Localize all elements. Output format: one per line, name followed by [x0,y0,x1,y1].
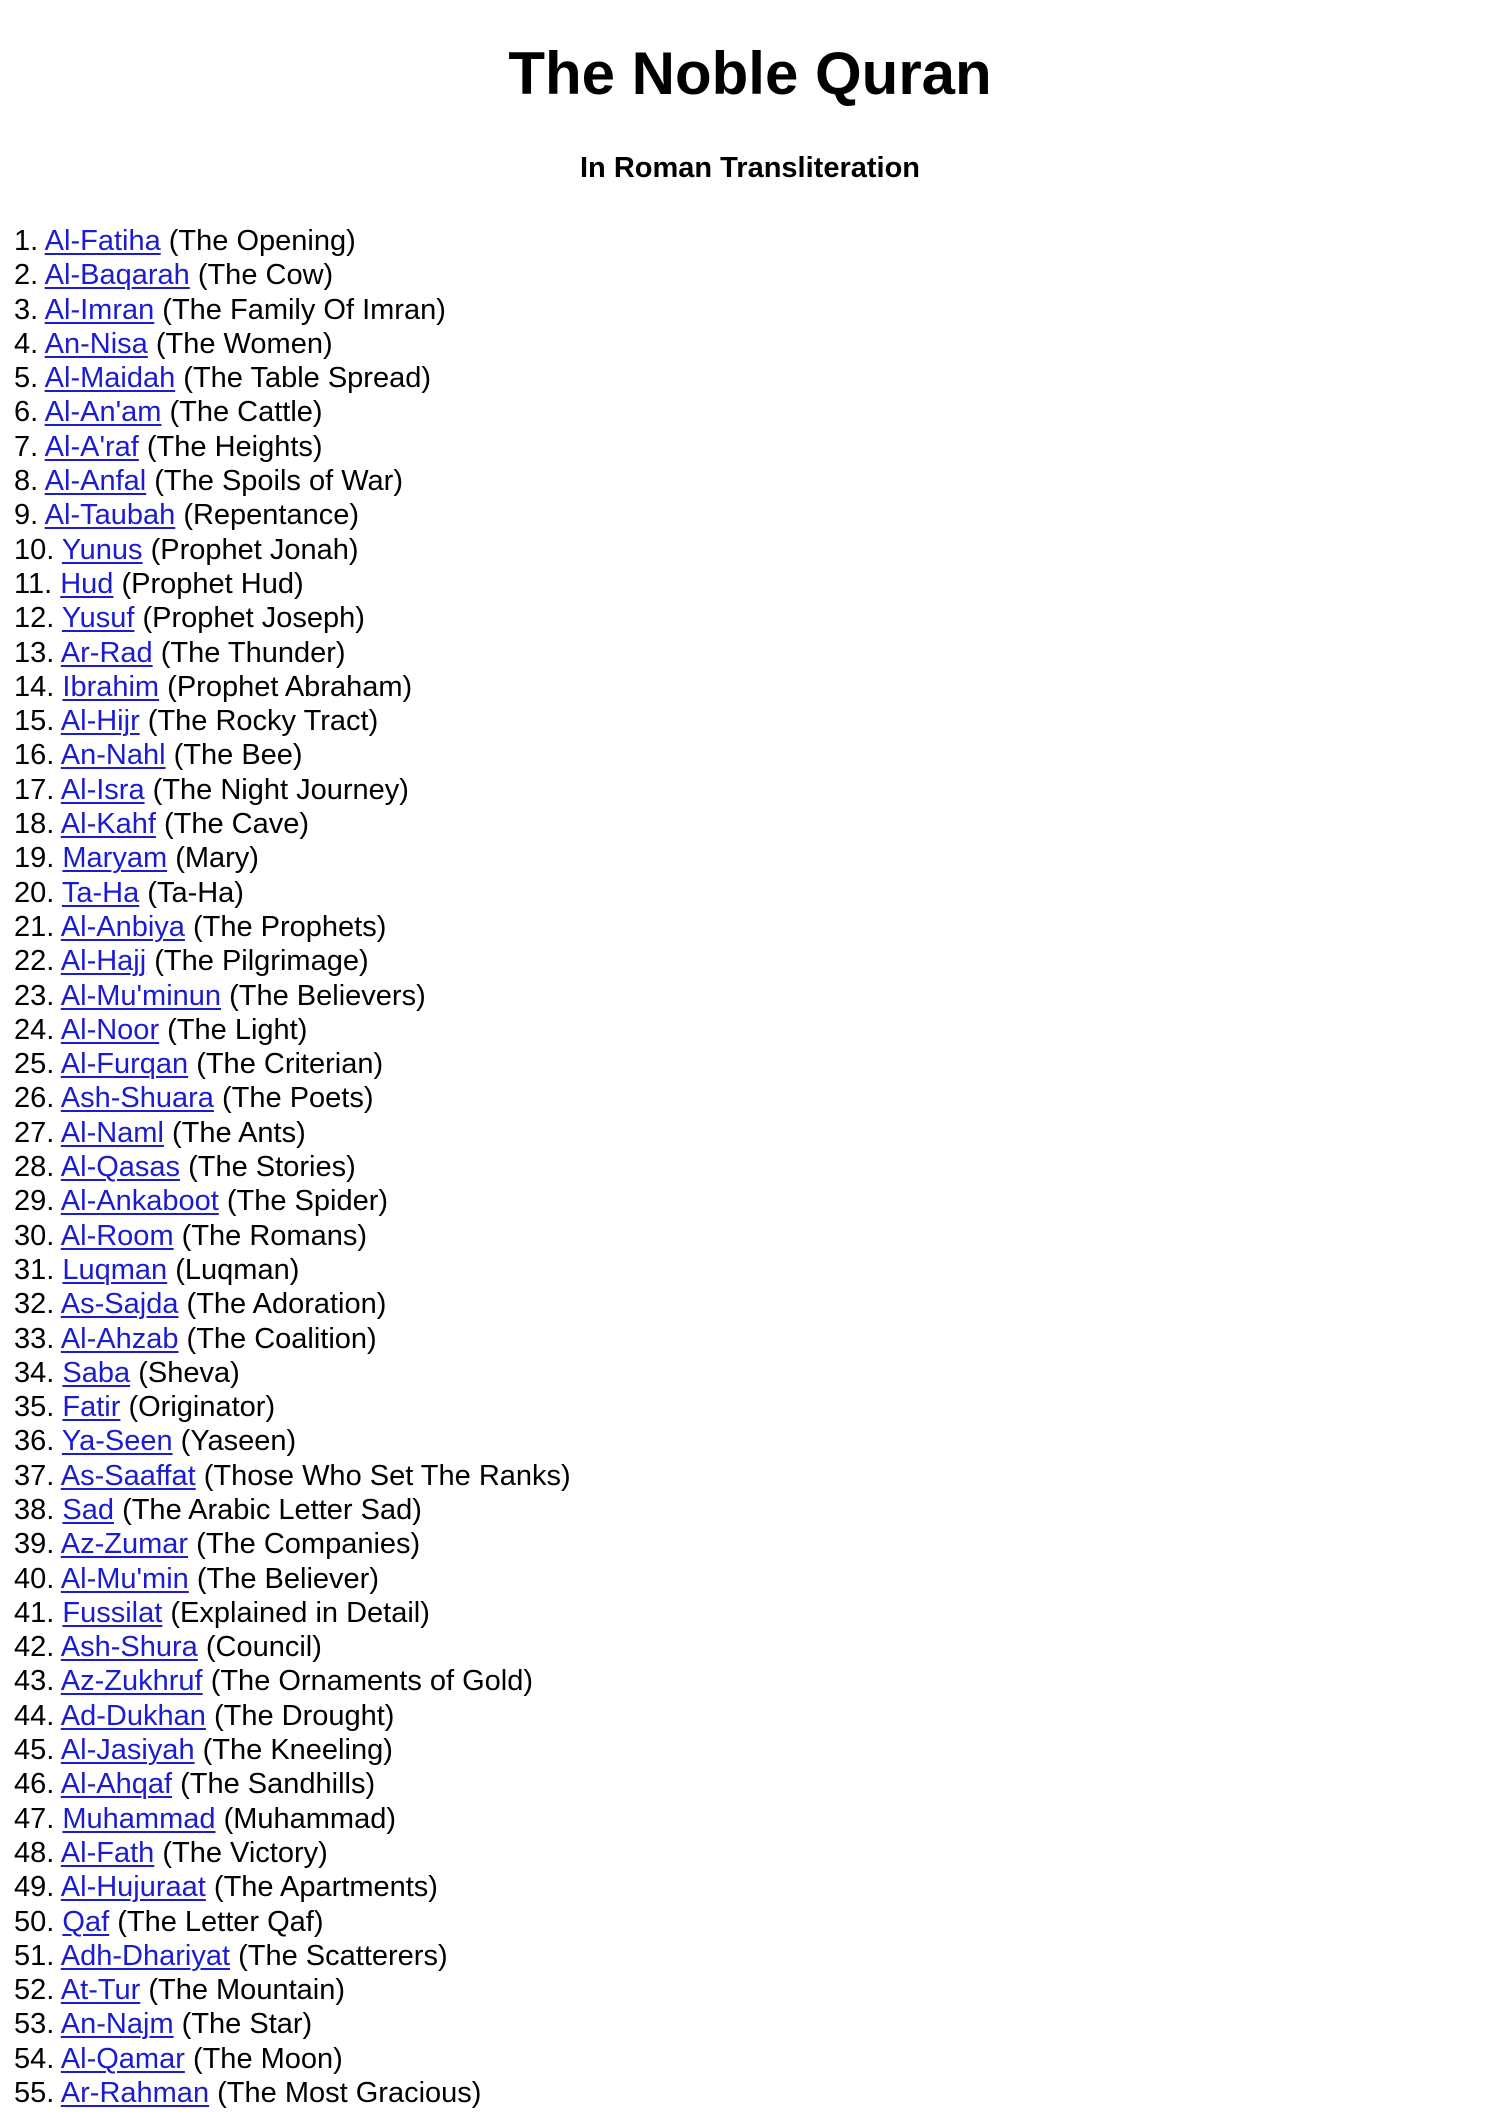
list-item [14,1493,571,1527]
list-item [14,1527,571,1561]
surah-meaning: (The Thunder) [160,636,346,669]
surah-number: 43. [14,1665,55,1698]
surah-number: 15. [14,705,55,738]
surah-number: 35. [14,1391,55,1424]
surah-link[interactable]: Qaf [62,1905,110,1938]
list-item [14,464,571,498]
surah-meaning: (The Companies) [196,1528,421,1561]
surah-link[interactable]: Al-Anbiya [60,910,185,943]
surah-link[interactable]: Fussilat [62,1596,163,1629]
surah-meaning: (The Spider) [226,1185,389,1218]
surah-link[interactable]: Al-Mu'minun [60,979,222,1012]
list-item [14,1253,571,1287]
list-item [14,841,571,875]
surah-link[interactable]: An-Nahl [60,739,166,772]
list-item [14,430,571,464]
surah-meaning: (The Victory) [162,1836,328,1869]
surah-link[interactable]: As-Sajda [60,1288,179,1321]
surah-meaning: (Originator) [128,1391,276,1424]
surah-number: 11. [14,567,53,600]
list-item [14,258,571,292]
list-item [14,1219,571,1253]
surah-number: 27. [14,1116,55,1149]
surah-link[interactable]: At-Tur [60,1974,141,2007]
surah-number: 29. [14,1185,55,1218]
list-item [14,1356,571,1390]
surah-meaning: (The Heights) [146,430,323,463]
surah-meaning: (The Women) [155,327,333,360]
surah-number: 30. [14,1219,55,1252]
surah-meaning: (The Believers) [229,979,426,1012]
list-item [14,1699,571,1733]
list-item [14,1596,571,1630]
surah-number: 31. [14,1253,55,1286]
list-item [14,1870,571,1904]
list-item [14,1116,571,1150]
surah-number: 39. [14,1528,55,1561]
page-subtitle: In Roman Transliteration [580,152,920,184]
surah-link[interactable]: Ad-Dukhan [60,1699,206,1732]
list-item [14,1184,571,1218]
surah-link[interactable]: Al-Hijr [60,705,140,738]
surah-meaning: (The Moon) [192,2042,343,2075]
list-item [14,1390,571,1424]
surah-number: 1. [14,225,39,257]
surah-link[interactable]: Al-Hujuraat [60,1871,206,1904]
list-item [14,1047,571,1081]
surah-number: 50. [14,1905,55,1938]
surah-number: 18. [14,808,55,841]
surah-link[interactable]: Al-Ahzab [60,1322,179,1355]
list-item [14,1562,571,1596]
list-item [14,1836,571,1870]
surah-link[interactable]: Al-Isra [60,773,145,806]
list-item [14,1013,571,1047]
list-item [14,1767,571,1801]
surah-meaning: (The Kneeling) [202,1734,393,1767]
surah-number: 54. [14,2042,55,2075]
surah-number: 46. [14,1768,55,1801]
surah-link[interactable]: Al-Fath [60,1836,155,1869]
surah-number: 8. [14,465,39,498]
list-item [14,567,571,601]
surah-number: 36. [14,1425,55,1458]
surah-number: 37. [14,1459,55,1492]
surah-link[interactable]: Al-Kahf [60,808,156,841]
surah-meaning: (Yaseen) [180,1425,297,1458]
list-item [14,2076,571,2110]
surah-link[interactable]: Hud [60,567,114,600]
surah-meaning: (The Letter Qaf) [117,1905,324,1938]
list-item [14,807,571,841]
surah-number: 41. [14,1596,55,1629]
surah-meaning: (The Arabic Letter Sad) [122,1493,422,1526]
surah-meaning: (The Table Spread) [183,362,431,395]
surah-link[interactable]: Adh-Dhariyat [60,1939,231,1972]
list-item [14,636,571,670]
surah-meaning: (The Rocky Tract) [147,705,379,738]
list-item [14,1733,571,1767]
surah-link[interactable]: An-Nisa [44,327,148,360]
surah-number: 53. [14,2008,55,2041]
surah-meaning: (The Prophets) [192,910,387,943]
surah-meaning: (The Adoration) [186,1288,387,1321]
surah-number: 40. [14,1562,55,1595]
surah-number: 44. [14,1699,55,1732]
surah-meaning: (Luqman) [175,1253,300,1286]
surah-meaning: (Mary) [175,842,259,875]
list-item [14,2042,571,2076]
surah-link[interactable]: As-Saaffat [60,1459,196,1492]
surah-number: 4. [14,327,39,360]
surah-meaning: (The Star) [181,2008,313,2041]
list-item [14,1287,571,1321]
surah-number: 19. [14,842,55,875]
list-item [14,876,571,910]
surah-meaning: (Prophet Joseph) [142,602,365,635]
surah-link[interactable]: Al-Qamar [60,2042,185,2075]
surah-number: 34. [14,1356,55,1389]
list-item [14,1664,571,1698]
surah-link[interactable]: Sad [62,1493,114,1526]
surah-number: 12. [14,602,55,635]
surah-meaning: (The Family Of Imran) [162,293,446,326]
page-title: The Noble Quran [508,40,992,107]
surah-meaning: (The Scatterers) [238,1939,448,1972]
surah-number: 51. [14,1939,55,1972]
surah-number: 48. [14,1836,55,1869]
list-item [14,361,571,395]
surah-link[interactable]: Al-Jasiyah [60,1734,195,1767]
surah-link[interactable]: Al-Furqan [60,1048,189,1081]
surah-meaning: (The Cave) [163,808,310,841]
surah-meaning: (The Believer) [196,1562,379,1595]
surah-link[interactable]: Ash-Shura [60,1631,198,1664]
surah-link[interactable]: Ya-Seen [61,1425,173,1458]
surah-meaning: (Prophet Jonah) [150,533,359,566]
surah-link[interactable]: Az-Zumar [60,1528,189,1561]
surah-meaning: (The Mountain) [148,1974,345,2007]
list-item [14,1150,571,1184]
surah-meaning: (The Poets) [222,1082,374,1115]
surah-link[interactable]: An-Najm [60,2008,174,2041]
surah-number: 17. [14,773,55,806]
surah-number: 2. [14,259,39,292]
surah-meaning: (The Romans) [181,1219,367,1252]
surah-number: 24. [14,1013,55,1046]
surah-link[interactable]: Al-Qasas [60,1151,181,1184]
surah-number: 25. [14,1048,55,1081]
list-item [14,224,571,258]
surah-link[interactable]: Luqman [62,1253,168,1286]
surah-link[interactable]: Saba [62,1356,131,1389]
surah-link[interactable]: Fatir [62,1391,121,1424]
surah-link[interactable]: Al-Mu'min [60,1562,189,1595]
list-item [14,1939,571,1973]
surah-link[interactable]: Ash-Shuara [60,1082,214,1115]
list-item [14,1905,571,1939]
surah-meaning: (Explained in Detail) [170,1596,430,1629]
surah-meaning: (Repentance) [183,499,360,532]
surah-number: 38. [14,1493,55,1526]
surah-number: 20. [14,876,55,909]
surah-number: 10. [14,533,55,566]
surah-meaning: (The Cattle) [169,396,323,429]
surah-meaning: (The Ants) [171,1116,306,1149]
surah-number: 13. [14,636,55,669]
surah-link[interactable]: Al-Ahqaf [60,1768,173,1801]
list-item [14,395,571,429]
list-item [14,1459,571,1493]
surah-meaning: (The Most Gracious) [217,2077,482,2110]
surah-number: 28. [14,1151,55,1184]
surah-number: 32. [14,1288,55,1321]
surah-number: 22. [14,945,55,978]
list-item [14,533,571,567]
surah-meaning: (The Ornaments of Gold) [210,1665,534,1698]
list-item [14,1973,571,2007]
surah-link[interactable]: Al-Noor [60,1013,160,1046]
surah-link[interactable]: Yusuf [61,602,135,635]
surah-number: 6. [14,396,39,429]
list-item [14,1630,571,1664]
surah-number: 23. [14,979,55,1012]
surah-link[interactable]: Al-Naml [60,1116,164,1149]
list-item [14,1424,571,1458]
list-item [14,1081,571,1115]
surah-link[interactable]: Al-Taubah [44,499,176,532]
surah-meaning: (The Cow) [197,259,334,292]
surah-link[interactable]: Yunus [61,533,143,566]
surah-meaning: (The Night Journey) [152,773,409,806]
surah-link[interactable]: Al-Fatiha [44,225,161,257]
surah-number: 47. [14,1802,55,1835]
surah-meaning: (The Criterian) [196,1048,384,1081]
surah-list [14,224,571,2110]
surah-meaning: (Prophet Hud) [121,567,304,600]
surah-link[interactable]: Muhammad [62,1802,216,1835]
surah-number: 52. [14,1974,55,2007]
surah-link[interactable]: Al-Ankaboot [60,1185,219,1218]
surah-meaning: (The Light) [167,1013,308,1046]
list-item [14,944,571,978]
list-item [14,327,571,361]
surah-link[interactable]: Ar-Rahman [60,2077,210,2110]
list-item [14,738,571,772]
surah-number: 3. [14,293,39,326]
list-item [14,773,571,807]
surah-link[interactable]: Al-Imran [44,293,155,326]
surah-number: 26. [14,1082,55,1115]
surah-meaning: (Prophet Abraham) [167,670,413,703]
surah-meaning: (The Pilgrimage) [154,945,369,978]
list-item [14,979,571,1013]
surah-number: 9. [14,499,39,532]
list-item [14,293,571,327]
surah-number: 33. [14,1322,55,1355]
surah-number: 42. [14,1631,55,1664]
surah-link[interactable]: Al-Maidah [44,362,176,395]
surah-link[interactable]: Ibrahim [62,670,160,703]
surah-number: 49. [14,1871,55,1904]
surah-link[interactable]: Maryam [62,842,168,875]
surah-meaning: (The Bee) [173,739,303,772]
surah-meaning: (Sheva) [138,1356,240,1389]
surah-meaning: (Council) [205,1631,322,1664]
surah-link[interactable]: Al-An'am [44,396,162,429]
surah-number: 7. [14,430,39,463]
surah-link[interactable]: Al-Baqarah [44,259,190,292]
surah-meaning: (Those Who Set The Ranks) [203,1459,571,1492]
list-item [14,2007,571,2041]
surah-number: 14. [14,670,55,703]
list-item [14,498,571,532]
surah-meaning: (The Opening) [168,225,356,257]
surah-meaning: (The Stories) [188,1151,356,1184]
surah-link[interactable]: Ar-Rad [60,636,153,669]
surah-number: 5. [14,362,39,395]
surah-meaning: (Muhammad) [223,1802,397,1835]
surah-number: 21. [14,910,55,943]
surah-meaning: (The Sandhills) [180,1768,376,1801]
surah-link[interactable]: Al-Room [60,1219,174,1252]
list-item [14,670,571,704]
list-item [14,1802,571,1836]
surah-link[interactable]: Al-Anfal [44,465,147,498]
surah-meaning: (Ta-Ha) [147,876,244,909]
surah-number: 16. [14,739,55,772]
surah-link[interactable]: Al-Hajj [60,945,147,978]
surah-number: 55. [14,2077,55,2110]
list-item [14,910,571,944]
surah-link[interactable]: Ta-Ha [61,876,140,909]
list-item [14,601,571,635]
surah-meaning: (The Spoils of War) [154,465,403,498]
surah-meaning: (The Drought) [213,1699,395,1732]
surah-link[interactable]: Al-A'raf [44,430,139,463]
surah-meaning: (The Apartments) [213,1871,438,1904]
list-item [14,1322,571,1356]
list-item [14,704,571,738]
surah-meaning: (The Coalition) [186,1322,377,1355]
surah-link[interactable]: Az-Zukhruf [60,1665,203,1698]
surah-number: 45. [14,1734,55,1767]
